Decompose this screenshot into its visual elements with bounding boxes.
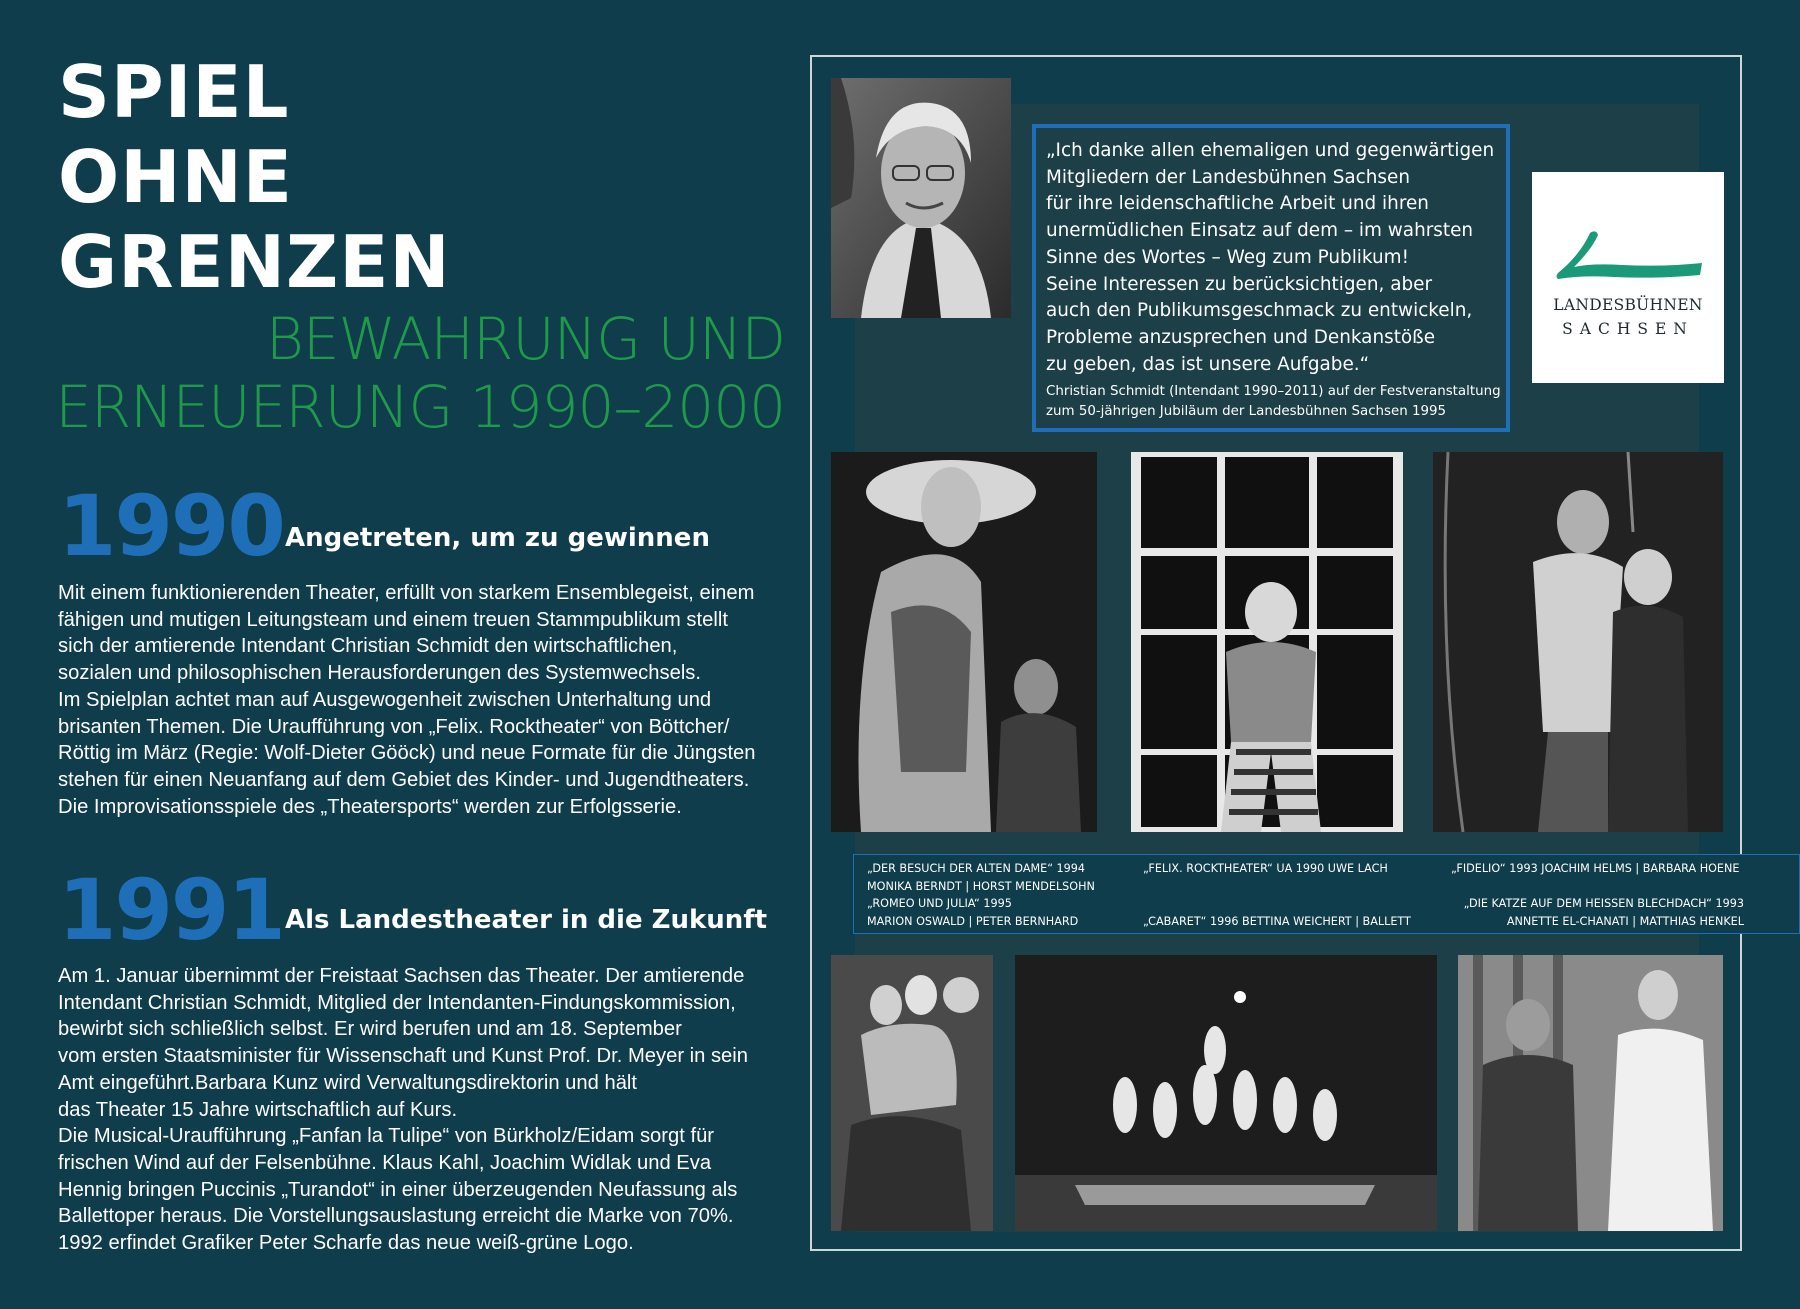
logo-text: SACHSEN [1562, 320, 1694, 338]
stage-photo-katze [1458, 955, 1723, 1231]
body-line: Im Spielplan achtet man auf Ausgewogenheit zwischen Unterhaltung und [58, 688, 712, 711]
quote-line: für ihre leidenschaftliche Arbeit und ihren [1046, 193, 1429, 215]
subtitle-line: BEWAHRUNG UND [265, 305, 785, 373]
section-body [58, 963, 798, 1257]
section-year: 1991 [58, 861, 284, 959]
caption-line: „DIE KATZE AUF DEM HEISSEN BLECHDACH“ 1993 [1463, 897, 1744, 910]
body-line: Die Musical-Uraufführung „Fanfan la Tulipe“ von Bürkholz/Eidam sorgt für [58, 1125, 715, 1148]
quote-line: Seine Interessen zu berücksichtigen, aber [1046, 273, 1433, 295]
section-heading: Angetreten, um zu gewinnen [285, 523, 710, 553]
body-line: 1992 erfindet Grafiker Peter Scharfe das neue weiß-grüne Logo. [58, 1232, 634, 1255]
stage-photo-fidelio [1433, 452, 1723, 832]
quote-line: zu geben, das ist unsere Aufgabe.“ [1046, 353, 1370, 375]
caption-fidelio: „FIDELIO“ 1993 JOACHIM HELMS | BARBARA HOENE [1451, 862, 1740, 875]
title-line: OHNE [58, 135, 293, 219]
caption-felix: „FELIX. ROCKTHEATER“ UA 1990 UWE LACH [1143, 862, 1388, 875]
caption-line: MONIKA BERNDT | HORST MENDELSOHN [867, 879, 1095, 893]
quote-line: Mitgliedern der Landesbühnen Sachsen [1046, 166, 1410, 188]
title-line: SPIEL [58, 50, 290, 134]
caption-line: „ROMEO UND JULIA“ 1995 [867, 897, 1012, 910]
body-line: Mit einem funktionierenden Theater, erfüllt von starkem Ensemblegeist, einem [58, 582, 755, 604]
stage-photo-besuch [831, 452, 1097, 832]
section-year: 1990 [58, 477, 284, 575]
body-line: frischen Wind auf der Felsenbühne. Klaus Kahl, Joachim Widlak und Eva [58, 1151, 712, 1174]
body-line: Am 1. Januar übernimmt der Freistaat Sachsen das Theater. Der amtierende [58, 965, 745, 987]
body-line: vom ersten Staatsminister für Wissenschaft und Kunst Prof. Dr. Meyer in sein [58, 1045, 749, 1068]
body-line: Hennig bringen Puccinis „Turandot“ in einer überzeugenden Neufassung als [58, 1178, 738, 1201]
quote-attribution: zum 50-jährigen Jubiläum der Landesbühnen Sachsen 1995 [1046, 404, 1447, 420]
logo-swoosh-icon [1552, 227, 1707, 287]
section-body [58, 580, 798, 820]
body-line: sozialen und philosophischen Herausforderungen des Systemwechsels. [58, 662, 702, 685]
stage-photo-felix [1131, 452, 1403, 832]
quote-line: auch den Publikumsgeschmack zu entwickeln, [1046, 300, 1473, 322]
quote-line: Sinne des Wortes – Weg zum Publikum! [1046, 246, 1409, 268]
quote-box [1032, 124, 1510, 432]
body-line: sich der amtierende Intendant Christian Schmidt den wirtschaftlichen, [58, 635, 678, 658]
body-line: Intendant Christian Schmidt, Mitglied der Intendanten-Findungskommission, [58, 991, 736, 1014]
stage-photo-cabaret [1015, 955, 1437, 1231]
quote-line: „Ich danke allen ehemaligen und gegenwärtigen [1046, 140, 1495, 161]
caption-line: MARION OSWALD | PETER BERNHARD [867, 914, 1079, 928]
body-line: brisanten Themen. Die Uraufführung von „Felix. Rocktheater“ von Böttcher/ [58, 715, 730, 738]
theater-logo [1532, 172, 1724, 383]
body-line: Röttig im März (Regie: Wolf-Dieter Gööck) und neue Formate für die Jüngsten [58, 742, 756, 765]
page-subtitle [55, 305, 785, 441]
quote-line: unermüdlichen Einsatz auf dem – im wahrsten [1046, 220, 1474, 242]
section-heading: Als Landestheater in die Zukunft [285, 905, 768, 935]
quote-line: Probleme anzusprechen und Denkanstöße [1046, 326, 1436, 348]
body-line: das Theater 15 Jahre wirtschaftlich auf Kurs. [58, 1098, 458, 1121]
caption-katze [1464, 895, 1744, 930]
body-line: bewirbt sich schließlich selbst. Er wird berufen und am 18. September [58, 1018, 682, 1041]
caption-left [867, 860, 1095, 930]
body-line: stehen für einen Neuanfang auf dem Gebiet des Kinder- und Jugendtheaters. [58, 768, 750, 791]
caption-line: ANNETTE EL-CHANATI | MATTHIAS HENKEL [1506, 914, 1744, 928]
caption-line: „DER BESUCH DER ALTEN DAME“ 1994 [867, 862, 1086, 875]
portrait-photo [831, 78, 1011, 318]
quote-attribution: Christian Schmidt (Intendant 1990–2011) auf der Festveranstaltung [1046, 384, 1501, 400]
body-line: Die Improvisationsspiele des „Theatersports“ werden zur Erfolgsserie. [58, 795, 682, 818]
caption-cabaret: „CABARET“ 1996 BETTINA WEICHERT | BALLETT [1143, 915, 1411, 928]
subtitle-line: ERNEUERUNG 1990–2000 [55, 373, 785, 441]
body-line: Amt eingeführt.Barbara Kunz wird Verwaltungsdirektorin und hält [58, 1071, 638, 1094]
body-line: Ballettoper heraus. Die Vorstellungsauslastung erreicht die Marke von 70%. [58, 1205, 734, 1228]
title-line: GRENZEN [58, 220, 451, 304]
stage-photo-romeo [831, 955, 993, 1231]
page-title [58, 50, 451, 305]
body-line: fähigen und mutigen Leitungsteam und einem treuen Stammpublikum stellt [58, 608, 728, 631]
logo-text: LANDESBÜHNEN [1553, 296, 1703, 314]
